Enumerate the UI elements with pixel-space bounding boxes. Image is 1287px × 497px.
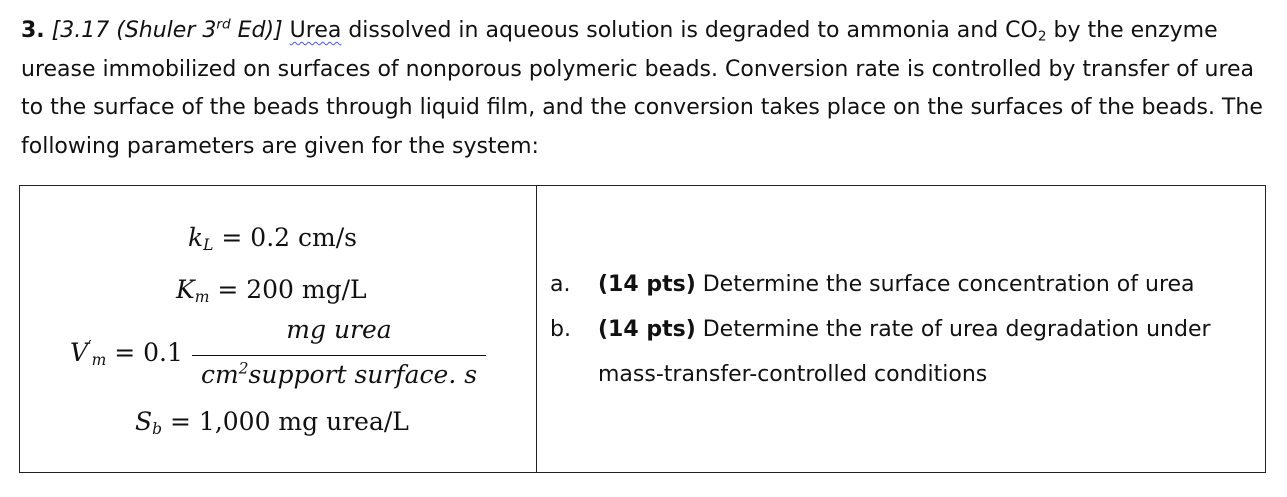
table-divider [536,186,537,472]
param-km: $K_m = 200$ mg/L [176,275,367,306]
param-vm: $V'_m = 0.1$ [70,337,183,369]
problem-number: 3. [21,18,45,43]
problem-text: dissolved in aqueous solution is degraded to ammonia and $CO_2$ by the enzyme urease immobilized on surfaces of nonporous polymeric beads. Conversion rate is controlled by transfer of urea to the surface of the beads through liquid film, and the conversion takes place on the surfaces of the beads. The following parameters are given for the system: [21,18,1263,159]
task-text: Determine the rate of urea degradation under [695,317,1211,342]
spellcheck-word[interactable]: Urea [289,18,342,43]
problem-citation: [3.17 (Shuler 3rd Ed)] [51,16,283,43]
param-kl: $k_L = 0.2$ cm/s [188,223,357,254]
fraction-numerator: mg urea [286,315,392,344]
task-label: a. [550,272,571,297]
fraction-bar [192,355,486,356]
task-b-continued [550,352,1211,397]
task-text: mass-transfer-controlled conditions [598,362,988,387]
param-sb: $S_b = 1,000$ mg urea/L [135,407,409,438]
task-label: b. [550,317,571,342]
task-points: (14 pts) [598,272,696,297]
task-text: Determine the surface concentration of urea [695,272,1195,297]
task-points: (14 pts) [598,317,696,342]
problem-table [19,185,1266,473]
task-b [550,307,1211,352]
task-a [550,262,1211,307]
fraction-denominator: $cm^2support$ surface. s [200,359,478,390]
task-list [550,262,1211,397]
problem-statement [21,12,1271,166]
param-vm-fraction [192,315,486,389]
